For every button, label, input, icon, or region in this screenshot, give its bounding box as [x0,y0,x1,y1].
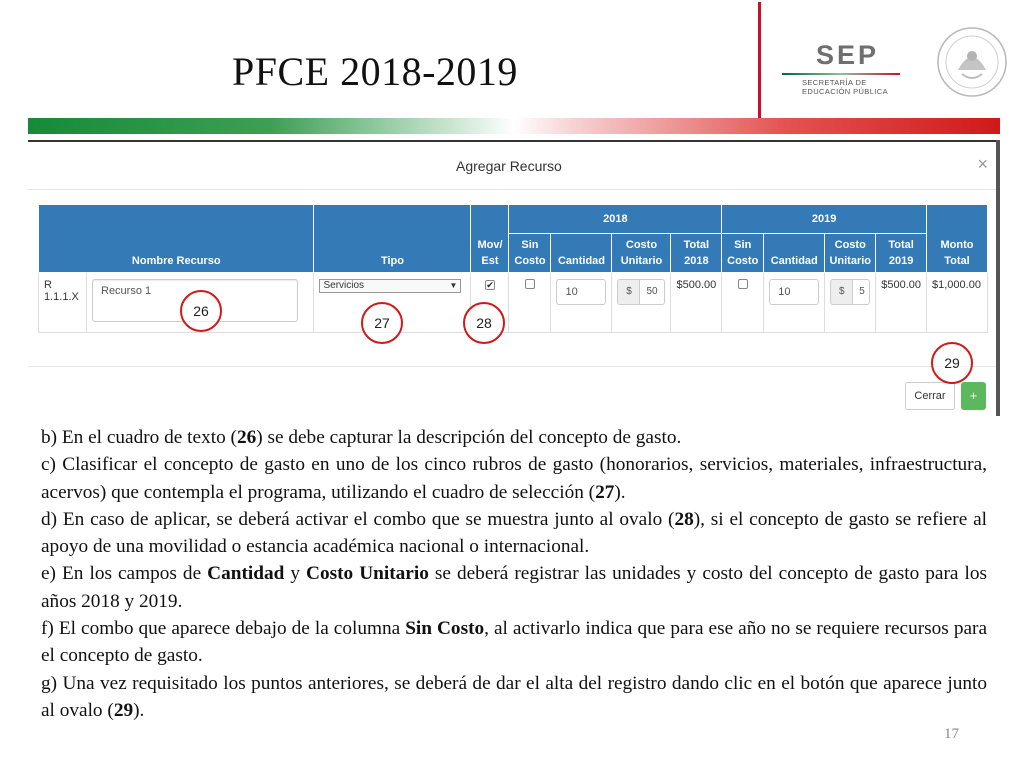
sep-logo [780,38,910,98]
callout-26: 26 [180,290,222,332]
paragraph-b: b) En el cuadro de texto (26) se debe capturar la descripción del concepto de gasto. [41,427,682,448]
page-number: 17 [944,726,959,742]
total-2018-value: $500.00 [671,273,722,333]
header-cantidad-2018: Cantidad [551,234,612,273]
modal-title: Agregar Recurso [456,158,562,174]
header-costo-unitario-2019: Costo Unitario [825,234,876,273]
paragraph-c: c) Clasificar el concepto de gasto en uno de los cinco rubros de gasto (honorarios, servicios, materiales, infraestructura, acervos) que contempla el programa, utilizando el cuadro de selección (27). [41,454,987,503]
header-cantidad-2019: Cantidad [764,234,825,273]
paragraph-e: e) En los campos de Cantidad y Costo Unitario se deberá registrar las unidades y costo del concepto de gasto para los años 2018 y 2019. [41,563,987,612]
header-divider [758,2,761,118]
sep-logo-bar [782,73,900,75]
paragraph-d: d) En caso de aplicar, se deberá activar el combo que se muestra junto al ovalo (28), si el concepto de gasto se refiere al apoyo de una movilidad o estancia académica nacional o internacional. [41,508,987,558]
cell-cantidad-2019 [764,273,825,333]
header-year-2018: 2018 [509,205,722,234]
agregar-recurso-modal [28,140,998,416]
header-year-2019: 2019 [722,205,927,234]
slide-title: PFCE 2018-2019 [232,49,518,94]
cell-costo-2019 [825,273,876,333]
header-tipo: Tipo [314,205,471,273]
total-2019-value: $500.00 [876,273,927,333]
modal-header [28,142,998,190]
cantidad-2018-input[interactable]: 10 [556,279,606,305]
monto-total-value: $1,000.00 [927,273,988,333]
header-total-2019: Total 2019 [876,234,927,273]
cell-sin-costo-2019 [722,273,764,333]
sin-costo-2018-checkbox[interactable] [525,279,535,289]
instructions-text [41,424,987,724]
header-costo-unitario-2018: Costo Unitario [612,234,671,273]
cantidad-2019-input[interactable]: 10 [769,279,819,305]
callout-27: 27 [361,302,403,344]
costo-unitario-2019-input[interactable]: $ 5 [830,279,870,305]
header-monto-total: Monto Total [927,205,988,273]
modal-footer-divider [28,366,998,367]
flag-color-bar [28,118,1000,134]
header-mov-est: Mov/ Est [471,205,509,273]
paragraph-g: g) Una vez requisitado los puntos anteriores, se deberá de dar el alta del registro dando clic en el botón que aparece junto al ovalo (29). [41,672,987,721]
header-sin-costo-2019: Sin Costo [722,234,764,273]
callout-29: 29 [931,342,973,384]
header-total-2018: Total 2018 [671,234,722,273]
cerrar-button[interactable]: Cerrar [905,382,955,410]
paragraph-f: f) El combo que aparece debajo de la columna Sin Costo, al activarlo indica que para ese año no se requiere recursos para el concepto de gasto. [41,618,987,667]
sin-costo-2019-checkbox[interactable] [738,279,748,289]
chevron-down-icon: ▼ [449,281,458,290]
screenshot-edge [996,140,1000,416]
header-sin-costo-2018: Sin Costo [509,234,551,273]
sep-logo-name: SEP [816,40,880,70]
header-nombre-recurso: Nombre Recurso [39,205,314,273]
mov-est-checkbox[interactable]: ✔ [486,280,494,290]
row-code: R 1.1.1.X [39,273,87,333]
costo-unitario-2018-input[interactable]: $ 50 [617,279,665,305]
nombre-recurso-textarea[interactable]: Recurso 1 [92,279,298,322]
add-button[interactable]: + [961,382,986,410]
cell-sin-costo-2018 [509,273,551,333]
close-icon[interactable]: × [977,154,988,174]
tipo-select[interactable]: Servicios ▼ [319,279,461,293]
cell-cantidad-2018 [551,273,612,333]
sep-logo-subtitle: SECRETARÍA DE EDUCACIÓN PÚBLICA [802,78,888,96]
mexico-seal-icon [936,26,1008,98]
cell-costo-2018 [612,273,671,333]
callout-28: 28 [463,302,505,344]
